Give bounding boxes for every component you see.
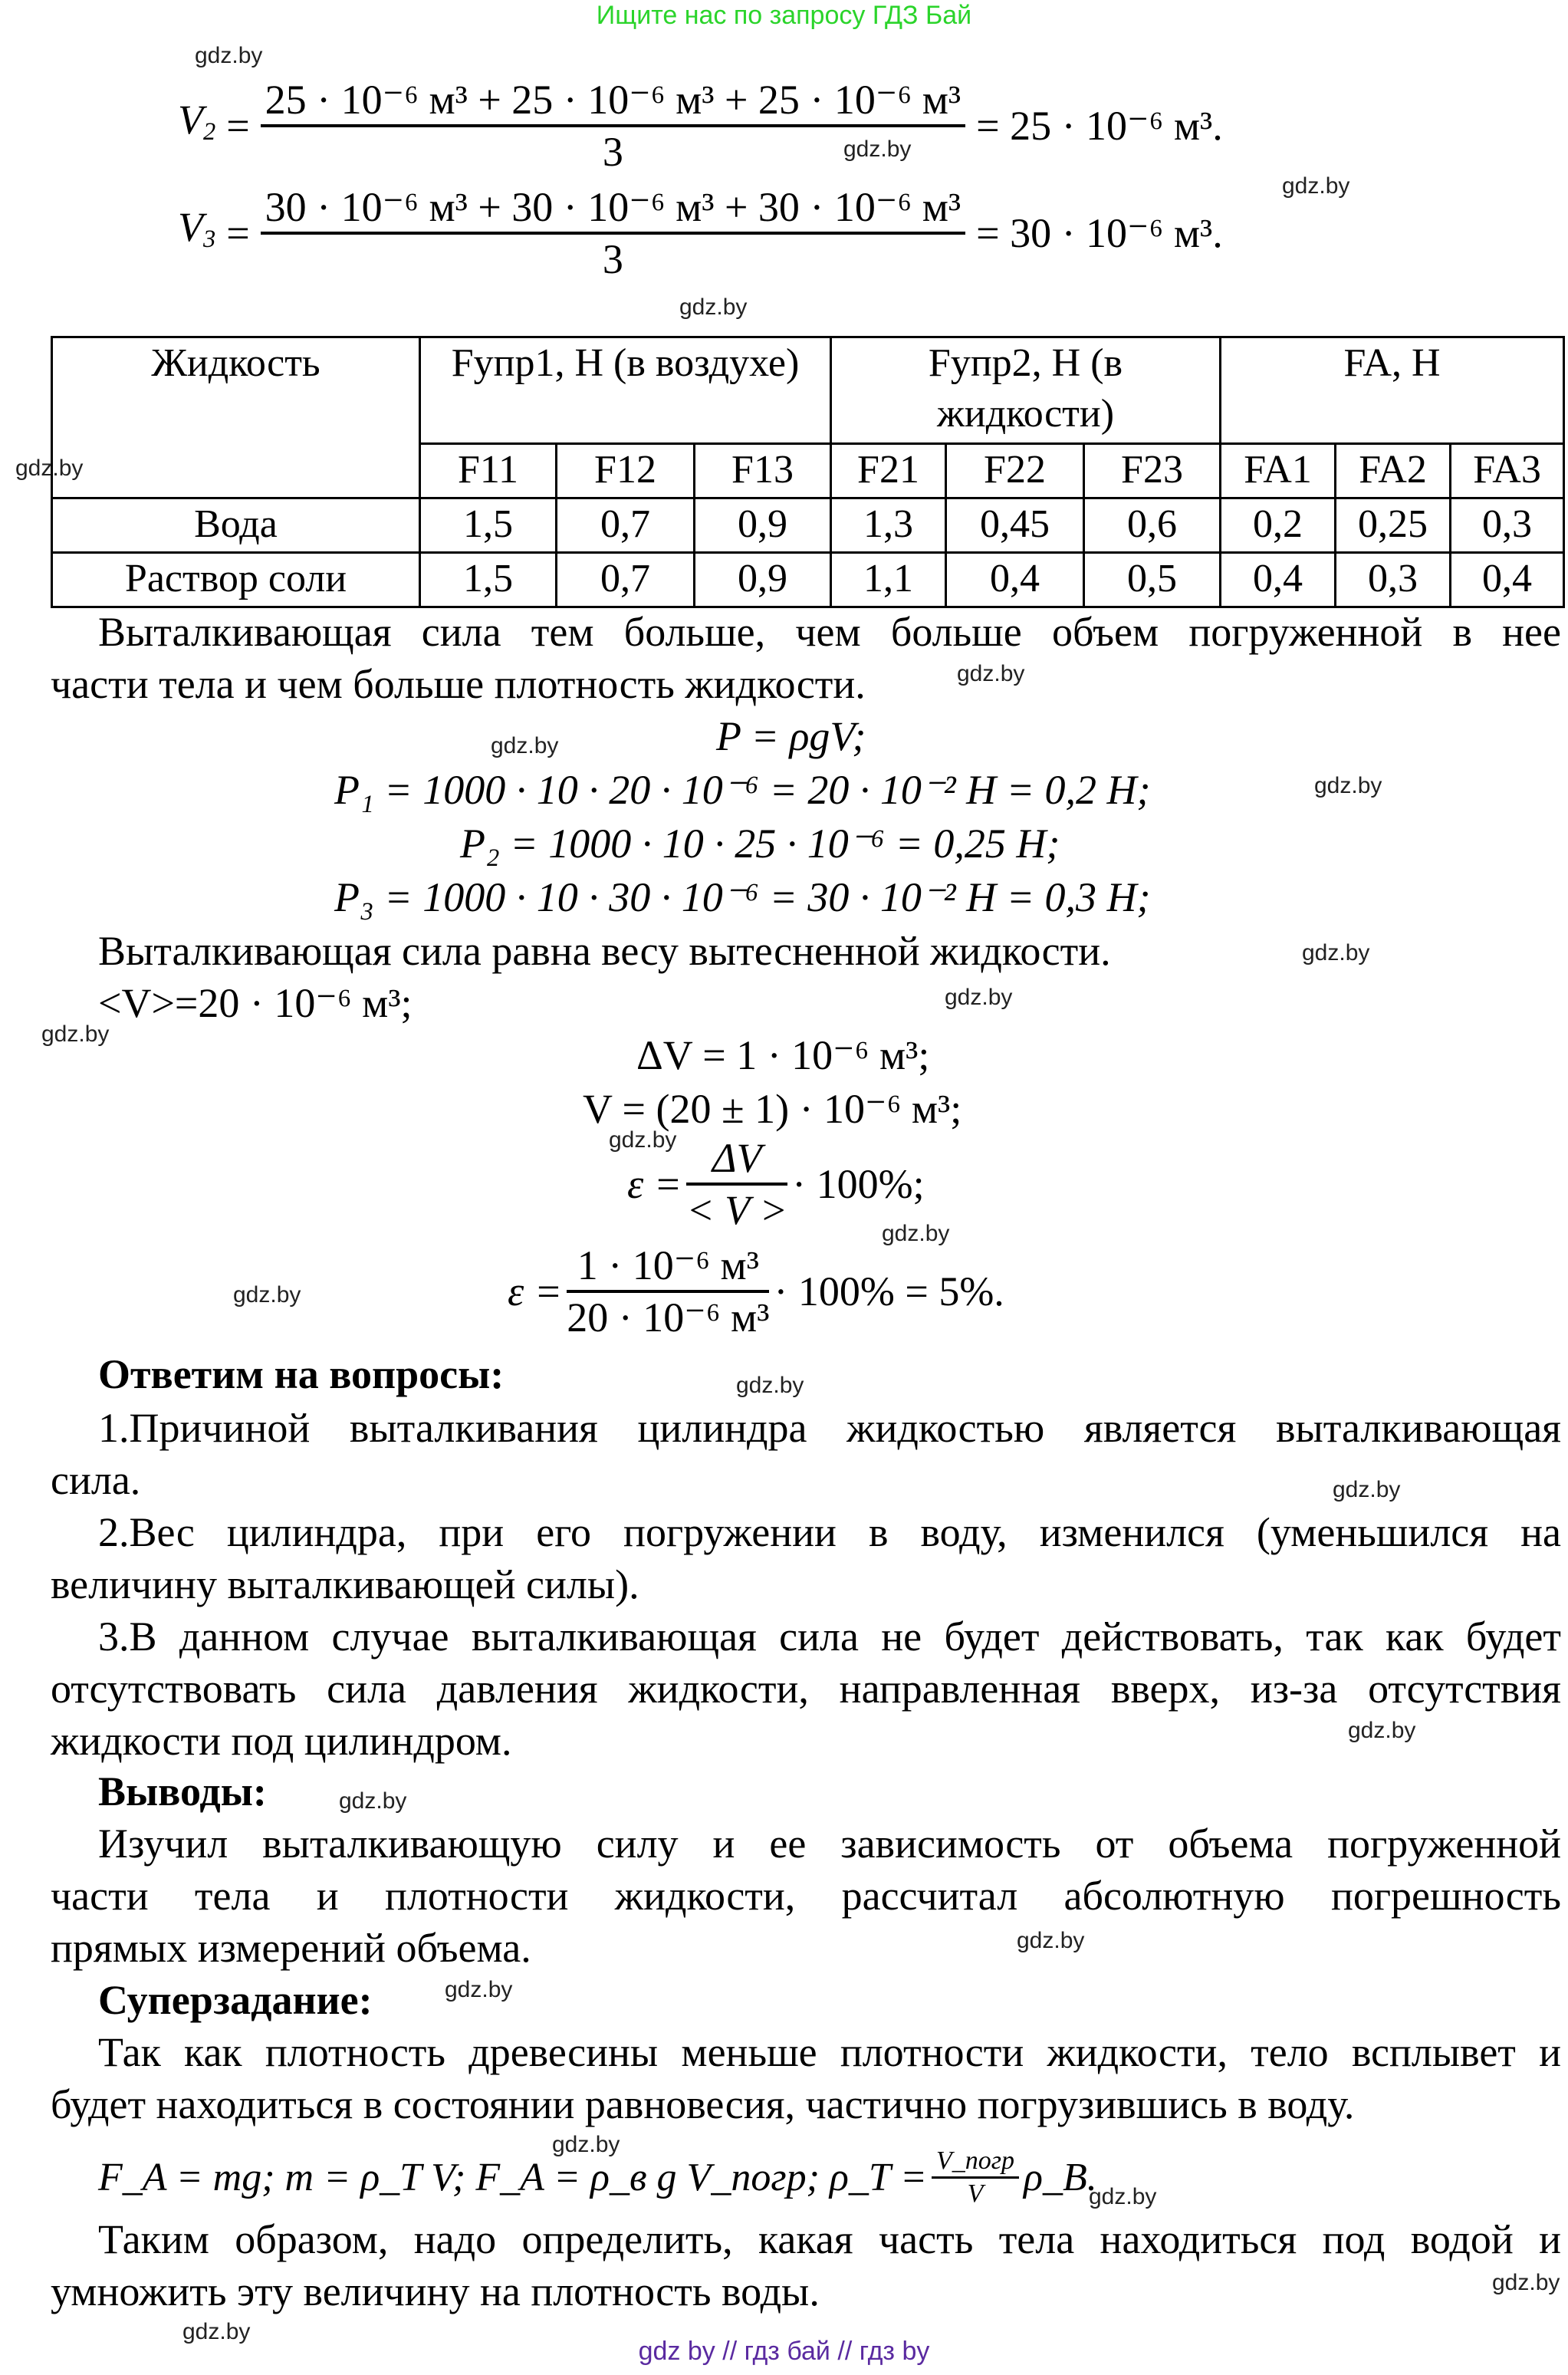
text-line: Так как плотность древесины меньше плотности жидкости, тело всплывет и xyxy=(98,2029,1561,2075)
watermark: gdz.by xyxy=(945,985,1013,1010)
text-line: 3.В данном случае выталкивающая сила не будет действовать, так как будет xyxy=(98,1613,1561,1660)
watermark: gdz.by xyxy=(1089,2184,1157,2209)
lhs: ε = xyxy=(508,1268,563,1314)
epsilon-result xyxy=(508,1241,1004,1342)
search-banner[interactable]: Ищите нас по запросу ГДЗ Бай xyxy=(596,1,972,30)
cell: 0,9 xyxy=(695,553,831,607)
footer-links[interactable]: gdz by // гдз бай // гдз by xyxy=(638,2337,930,2366)
formula-p3: P₃ = 1000 · 10 · 30 · 10⁻⁶ = 30 · 10⁻² H = 0,3 H; xyxy=(334,874,1151,920)
fraction xyxy=(567,1241,769,1342)
subheader: F13 xyxy=(695,444,831,498)
cell: 0,25 xyxy=(1336,498,1451,553)
denominator: 3 xyxy=(602,236,623,282)
subheader: F22 xyxy=(946,444,1084,498)
watermark: gdz.by xyxy=(736,1373,804,1398)
text-line: Изучил выталкивающую силу и ее зависимость от объема погруженной xyxy=(98,1821,1561,1867)
text-line: сила. xyxy=(51,1457,141,1503)
v2-lhs: $V_2$ xyxy=(178,96,216,146)
text-line: Таким образом, надо определить, какая часть тела находиться под водой и xyxy=(98,2216,1561,2262)
watermark: gdz.by xyxy=(182,2319,251,2344)
watermark: gdz.by xyxy=(1282,173,1350,199)
subheader: F21 xyxy=(831,444,946,498)
v3-lhs: $V_3$ xyxy=(178,203,216,254)
text-line: 2.Вес цилиндра, при его погружении в воду, изменился (уменьшился на xyxy=(98,1509,1561,1555)
numerator: V_погр xyxy=(935,2146,1015,2175)
watermark: gdz.by xyxy=(15,456,84,481)
header-liquid: Жидкость xyxy=(52,337,420,498)
cell: 1,1 xyxy=(831,553,946,607)
subheader: FA3 xyxy=(1451,444,1564,498)
table-row xyxy=(52,553,1564,607)
v3-result: = 30 · 10⁻⁶ м³. xyxy=(976,210,1223,256)
fraction xyxy=(932,2146,1019,2209)
text-line: величину выталкивающей силы). xyxy=(51,1561,639,1607)
numerator: ΔV xyxy=(712,1135,762,1181)
numerator: 30 · 10⁻⁶ м³ + 30 · 10⁻⁶ м³ + 30 · 10⁻⁶ м³ xyxy=(265,184,962,230)
watermark: gdz.by xyxy=(1348,1718,1416,1743)
denominator: < V > xyxy=(686,1187,788,1233)
equation-v2 xyxy=(178,75,1223,176)
conclusions-heading: Выводы: xyxy=(98,1768,267,1814)
v2-result: = 25 · 10⁻⁶ м³. xyxy=(976,103,1223,149)
formula-p1: P₁ = 1000 · 10 · 20 · 10⁻⁶ = 20 · 10⁻² H = 0,2 H; xyxy=(334,767,1151,813)
denominator: 3 xyxy=(602,129,623,175)
watermark: gdz.by xyxy=(491,733,559,758)
cell: 0,7 xyxy=(557,498,695,553)
watermark: gdz.by xyxy=(195,43,263,68)
header-group-liquid: Fупр2, Н (в жидкости) xyxy=(831,337,1221,444)
watermark: gdz.by xyxy=(445,1977,513,2002)
cell: 0,3 xyxy=(1336,553,1451,607)
subheader: F11 xyxy=(420,444,557,498)
formula-part: F_A = mg; m = ρ_T V; F_A = ρ_в g V_погр; ρ_T = xyxy=(98,2155,927,2199)
measurements-table xyxy=(51,336,1565,608)
tail: · 100% = 5%. xyxy=(774,1268,1004,1314)
cell-liquid: Раствор соли xyxy=(52,553,420,607)
equals: = xyxy=(226,210,250,256)
watermark: gdz.by xyxy=(609,1127,677,1153)
watermark: gdz.by xyxy=(339,1788,407,1814)
mean-volume: <V>=20 · 10⁻⁶ м³; xyxy=(98,980,413,1026)
header-group-archimedes: FA, Н xyxy=(1221,337,1564,444)
cell: 0,2 xyxy=(1221,498,1336,553)
watermark: gdz.by xyxy=(679,294,748,320)
cell: 0,6 xyxy=(1084,498,1221,553)
header-group-air: Fупр1, Н (в воздухе) xyxy=(420,337,831,444)
subheader: FA2 xyxy=(1336,444,1451,498)
cell: 0,9 xyxy=(695,498,831,553)
watermark: gdz.by xyxy=(552,2132,620,2157)
cell: 0,4 xyxy=(1451,553,1564,607)
cell: 0,45 xyxy=(946,498,1084,553)
text-line: отсутствовать сила давления жидкости, направленная вверх, из-за отсутствия xyxy=(51,1666,1561,1712)
formula-p2: P₂ = 1000 · 10 · 25 · 10⁻⁶ = 0,25 H; xyxy=(460,821,1060,867)
cell: 0,3 xyxy=(1451,498,1564,553)
formula-p: P = ρgV; xyxy=(716,713,866,759)
tail: · 100%; xyxy=(792,1161,925,1207)
text-line: жидкости под цилиндром. xyxy=(51,1718,512,1764)
cell: 0,5 xyxy=(1084,553,1221,607)
text-line: будет находиться в состоянии равновесия, частично погрузившись в воду. xyxy=(51,2081,1355,2127)
watermark: gdz.by xyxy=(1017,1928,1085,1953)
text-line: Выталкивающая сила равна весу вытесненной жидкости. xyxy=(98,928,1111,974)
denominator: V xyxy=(967,2179,984,2208)
watermark: gdz.by xyxy=(1314,773,1382,798)
equation-v3 xyxy=(178,183,1223,284)
text-line: части тела и плотности жидкости, рассчитал абсолютную погрешность xyxy=(51,1873,1561,1919)
text-line: Выталкивающая сила тем больше, чем больше объем погруженной в нее xyxy=(98,609,1561,655)
watermark: gdz.by xyxy=(1333,1477,1401,1502)
text-line: прямых измерений объема. xyxy=(51,1925,531,1971)
watermark: gdz.by xyxy=(843,137,912,162)
watermark: gdz.by xyxy=(233,1282,301,1308)
denominator: 20 · 10⁻⁶ м³ xyxy=(567,1294,770,1340)
cell: 0,4 xyxy=(1221,553,1336,607)
equals: = xyxy=(226,103,250,149)
watermark: gdz.by xyxy=(1492,2270,1560,2295)
numerator: 1 · 10⁻⁶ м³ xyxy=(577,1242,759,1288)
super-heading: Суперзадание: xyxy=(98,1977,373,2023)
cell: 0,7 xyxy=(557,553,695,607)
watermark: gdz.by xyxy=(1302,940,1370,965)
formula-tail: ρ_В. xyxy=(1024,2155,1097,2199)
table-row xyxy=(52,498,1564,553)
watermark: gdz.by xyxy=(882,1221,950,1246)
fraction xyxy=(686,1133,787,1235)
cell: 1,3 xyxy=(831,498,946,553)
subheader: F23 xyxy=(1084,444,1221,498)
cell: 1,5 xyxy=(420,498,557,553)
watermark: gdz.by xyxy=(957,661,1025,686)
answers-heading: Ответим на вопросы: xyxy=(98,1351,505,1397)
v3-fraction xyxy=(261,183,965,284)
cell: 0,4 xyxy=(946,553,1084,607)
v-result: V = (20 ± 1) · 10⁻⁶ м³; xyxy=(583,1086,962,1132)
lhs: ε = xyxy=(627,1161,682,1207)
watermark: gdz.by xyxy=(41,1021,110,1047)
delta-v: ΔV = 1 · 10⁻⁶ м³; xyxy=(636,1032,930,1078)
cell: 1,5 xyxy=(420,553,557,607)
subheader: F12 xyxy=(557,444,695,498)
text-line: 1.Причиной выталкивания цилиндра жидкостью является выталкивающая xyxy=(98,1405,1561,1451)
subheader: FA1 xyxy=(1221,444,1336,498)
text-line: умножить эту величину на плотность воды. xyxy=(51,2268,820,2314)
text-line: части тела и чем больше плотность жидкости. xyxy=(51,661,866,707)
numerator: 25 · 10⁻⁶ м³ + 25 · 10⁻⁶ м³ + 25 · 10⁻⁶ м³ xyxy=(265,77,962,123)
cell-liquid: Вода xyxy=(52,498,420,553)
